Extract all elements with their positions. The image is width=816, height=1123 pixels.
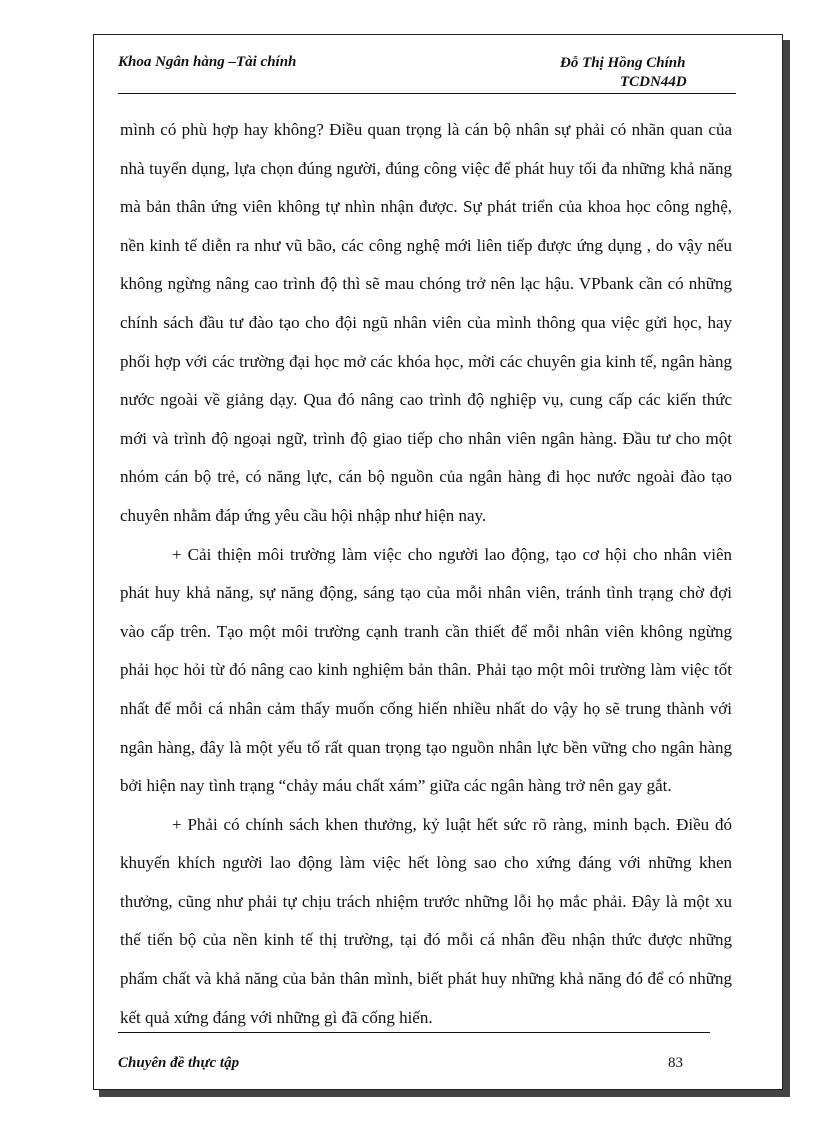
page-shadow-bottom xyxy=(99,1090,790,1097)
paragraph: + Phải có chính sách khen thưởng, kỷ luật hết sức rõ ràng, minh bạch. Điều đó khuyến khích người lao động làm việc hết lòng sao cho xứng đáng với những khen thưởng, cũng như phải tự chịu trách nhiệm trước những lỗi họ mắc phải. Đây là một xu thế tiến bộ của nền kinh tế thị trường, tại đó mỗi cá nhân đều nhận thức được những phẩm chất và khả năng của bản thân mình, biết phát huy những khả năng đó để có những kết quả xứng đáng với những gì đã cống hiến. xyxy=(120,814,732,1027)
paragraph: + Cải thiện môi trường làm việc cho người lao động, tạo cơ hội cho nhân viên phát huy khả năng, sự năng động, sáng tạo của mỗi nhân viên, tránh tình trạng chờ đợi vào cấp trên. Tạo một môi trường cạnh tranh cần thiết để mỗi nhân viên không ngừng phải học hỏi từ đó nâng cao kinh nghiệm bản thân. Phải tạo một môi trường làm việc tốt nhất để mỗi cá nhân cảm thấy muốn cống hiến nhiều nhất do vậy họ sẽ trung thành với ngân hàng, đây là một yếu tố rất quan trọng tạo nguồn nhân lực bền vững cho ngân hàng bởi hiện nay tình trạng “chảy máu chất xám” giữa các ngân hàng trở nên gay gắt. xyxy=(120,544,732,796)
header-class-code: TCDN44D xyxy=(620,74,687,90)
header-author: Đỗ Thị Hồng Chính xyxy=(560,55,686,71)
header-author-block xyxy=(560,54,720,92)
footer-rule xyxy=(118,1032,710,1033)
body-text xyxy=(120,111,732,1037)
header-rule xyxy=(118,93,736,94)
footer-title: Chuyên đề thực tập xyxy=(118,1055,240,1071)
page-number: 83 xyxy=(668,1055,683,1071)
page-shadow-right xyxy=(783,40,790,1096)
paragraph: mình có phù hợp hay không? Điều quan trọng là cán bộ nhân sự phải có nhãn quan của nhà tuyển dụng, lựa chọn đúng người, đúng công việc để phát huy tối đa những khả năng mà bản thân ứng viên không tự nhìn nhận được. Sự phát triển của khoa học công nghệ, nền kinh tế diễn ra như vũ bão, các công nghệ mới liên tiếp được ứng dụng , do vậy nếu không ngừng nâng cao trình độ thì sẽ mau chóng trở nên lạc hậu. VPbank cần có những chính sách đầu tư đào tạo cho đội ngũ nhân viên của mình thông qua việc gửi học, hay phối hợp với các trường đại học mở các khóa học, mời các chuyên gia kinh tế, ngân hàng nước ngoài về giảng dạy. Qua đó nâng cao trình độ nghiệp vụ, cung cấp các kiến thức mới và trình độ ngoại ngữ, trình độ giao tiếp cho nhân viên ngân hàng. Đầu tư cho một nhóm cán bộ trẻ, có năng lực, cán bộ nguồn của ngân hàng đi học nước ngoài đào tạo chuyên nhằm đáp ứng yêu cầu hội nhập như hiện nay. xyxy=(120,120,732,525)
header-department: Khoa Ngân hàng –Tài chính xyxy=(118,54,297,70)
